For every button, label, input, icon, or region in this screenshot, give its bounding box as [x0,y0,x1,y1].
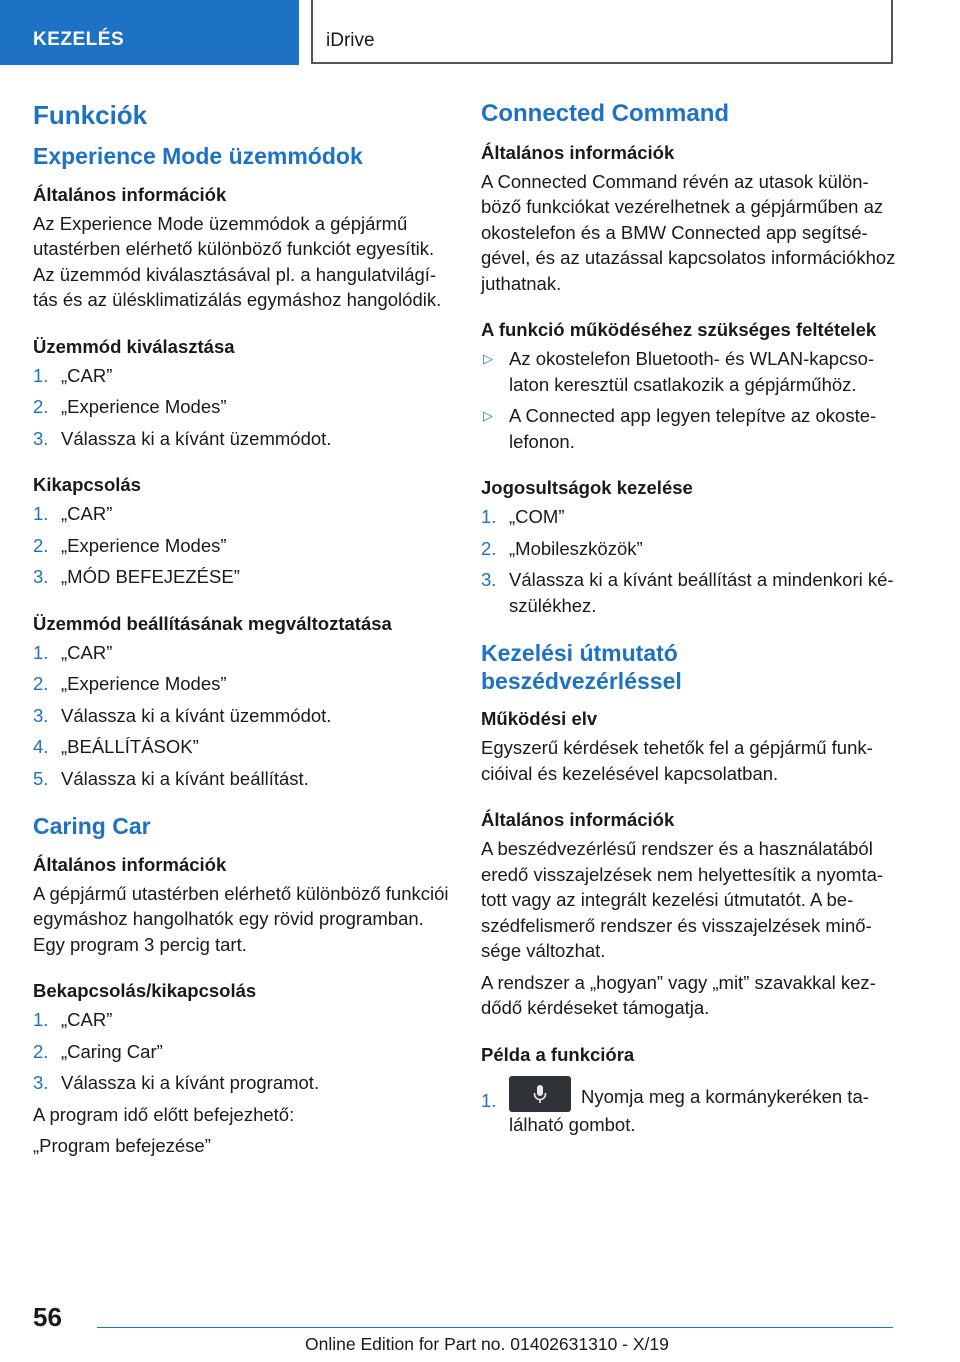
voice-principle-text: Egyszerű kérdések tehetők fel a gépjármű funkcióival és kezelésével kapcsolatban. [481,737,873,784]
experience-general-text: Az Experience Mode üzemmódok a gépjármű utastérben elérhető különböző funkciót egyesítik. Az üzemmód kiválasztásával pl. a hangulatvilágítás és az ülésklimatizálás egymáshoz hangolódik. [33,212,442,311]
experience-off [33,473,453,589]
connected-requirements-list [481,346,901,454]
caring-onoff-heading: Bekapcsolás/kikapcsolás [33,980,257,1002]
list-item: 3. Válassza ki a kívánt programot. [33,1072,320,1094]
experience-change-heading: Üzemmód beállításának megváltoztatása [33,612,392,634]
experience-off-steps [33,501,453,590]
bullet-triangle-icon: ▷ [483,351,493,367]
list-item: 1. „CAR” [33,641,113,663]
header-section-label: KEZELÉS [33,29,125,50]
list-item: 3. Válassza ki a kívánt üzemmódot. [33,704,332,726]
experience-heading: Experience Mode üzemmódok [33,143,363,170]
list-item: 1. Nyomja meg a kormánykeréken található gombot. [481,1076,901,1138]
list-item: 3. „MÓD BEFEJEZÉSE” [33,566,240,588]
caring-heading: Caring Car [33,813,151,840]
connected-rights-heading: Jogosultságok kezelése [481,477,693,499]
list-item: ▷ Az okostelefon Bluetooth- és WLAN-kapcsolaton keresztül csatlakozik a gépjárműhöz. [483,348,875,395]
list-item: 2. „Experience Modes” [33,396,227,418]
connected-general [481,141,901,296]
caring-general [33,853,453,957]
bullet-triangle-icon: ▷ [483,408,493,424]
connected-requirements-heading: A funkció működéséhez szükséges feltételek [481,319,877,341]
header-chapter-box [311,0,893,64]
caring-note-2: „Program befejezése” [33,1135,211,1157]
list-item: 2. „Experience Modes” [33,534,227,556]
experience-change [33,612,453,791]
microphone-icon [509,1076,571,1112]
voice-heading: Kezelési útmutató beszédvezérléssel [481,640,682,694]
caring-general-text: A gépjármű utastérben elérhető különböző funkciói egymáshoz hangolhatók egy rövid programban. Egy program 3 percig tart. [33,882,449,955]
list-item: ▷ A Connected app legyen telepítve az okostelefonon. [483,405,877,452]
experience-select-heading: Üzemmód kiválasztása [33,335,235,357]
list-item: 1. „CAR” [33,503,113,525]
list-item: 3. Válassza ki a kívánt beállítást a mindenkori készülékhez. [481,569,894,616]
right-column [481,100,901,1159]
caring-general-heading: Általános információk [33,853,227,875]
list-item: 2. „Mobileszközök” [481,537,643,559]
header-chapter-label: iDrive [326,30,375,51]
voice-example-heading: Példa a funkcióra [481,1043,635,1065]
experience-change-steps [33,640,453,792]
page-title: Funkciók [33,100,148,130]
list-item: 5. Válassza ki a kívánt beállítást. [33,767,309,789]
voice-general-text-2: A rendszer a „hogyan” vagy „mit” szavakkal kezdődő kérdéseket támogatja. [481,971,876,1019]
connected-rights-steps [481,504,901,618]
experience-general [33,183,453,313]
caring-note-1: A program idő előtt befejezhető: [33,1103,295,1125]
connected-requirements [481,318,901,454]
left-column [33,100,453,1181]
caring-onoff-steps [33,1007,453,1096]
experience-select [33,335,453,451]
caring-onoff [33,979,453,1158]
connected-heading: Connected Command [481,100,730,127]
list-item: 1. „COM” [481,506,565,528]
voice-example-steps [481,1076,901,1138]
header-section-tab [0,0,299,65]
connected-general-heading: Általános információk [481,141,675,163]
page-number: 56 [33,1302,62,1332]
voice-general-text-1: A beszédvezérlésű rendszer és a használatából eredő visszajelzések nem helyettesítik a nyomtatott vagy az integrált kezelési útmutatót. A beszédfelismerő rendszer és visszajelzések minősége változhat. [481,838,884,962]
experience-off-heading: Kikapcsolás [33,474,141,496]
footer-divider [97,1327,893,1328]
connected-general-text: A Connected Command révén az utasok különböző funkciókat vezérelhetnek a gépjárműben az okostelefon és a BMW Connected app segítségével, és az utazással kapcsolatos információkhoz juthatnak. [481,170,896,294]
list-item: 1. „CAR” [33,364,113,386]
voice-example [481,1043,901,1137]
list-item: 3. Válassza ki a kívánt üzemmódot. [33,427,332,449]
connected-rights [481,476,901,618]
list-item: 4. „BEÁLLÍTÁSOK” [33,736,199,758]
experience-select-steps [33,363,453,452]
voice-principle-heading: Működési elv [481,708,598,730]
list-item: 2. „Caring Car” [33,1040,163,1062]
voice-general-heading: Általános információk [481,809,675,831]
voice-principle [481,707,901,786]
list-item: 2. „Experience Modes” [33,673,227,695]
list-item: 1. „CAR” [33,1009,113,1031]
voice-general [481,808,901,1020]
experience-general-heading: Általános információk [33,183,227,205]
footer-edition: Online Edition for Part no. 01402631310 - X/19 [305,1334,669,1354]
